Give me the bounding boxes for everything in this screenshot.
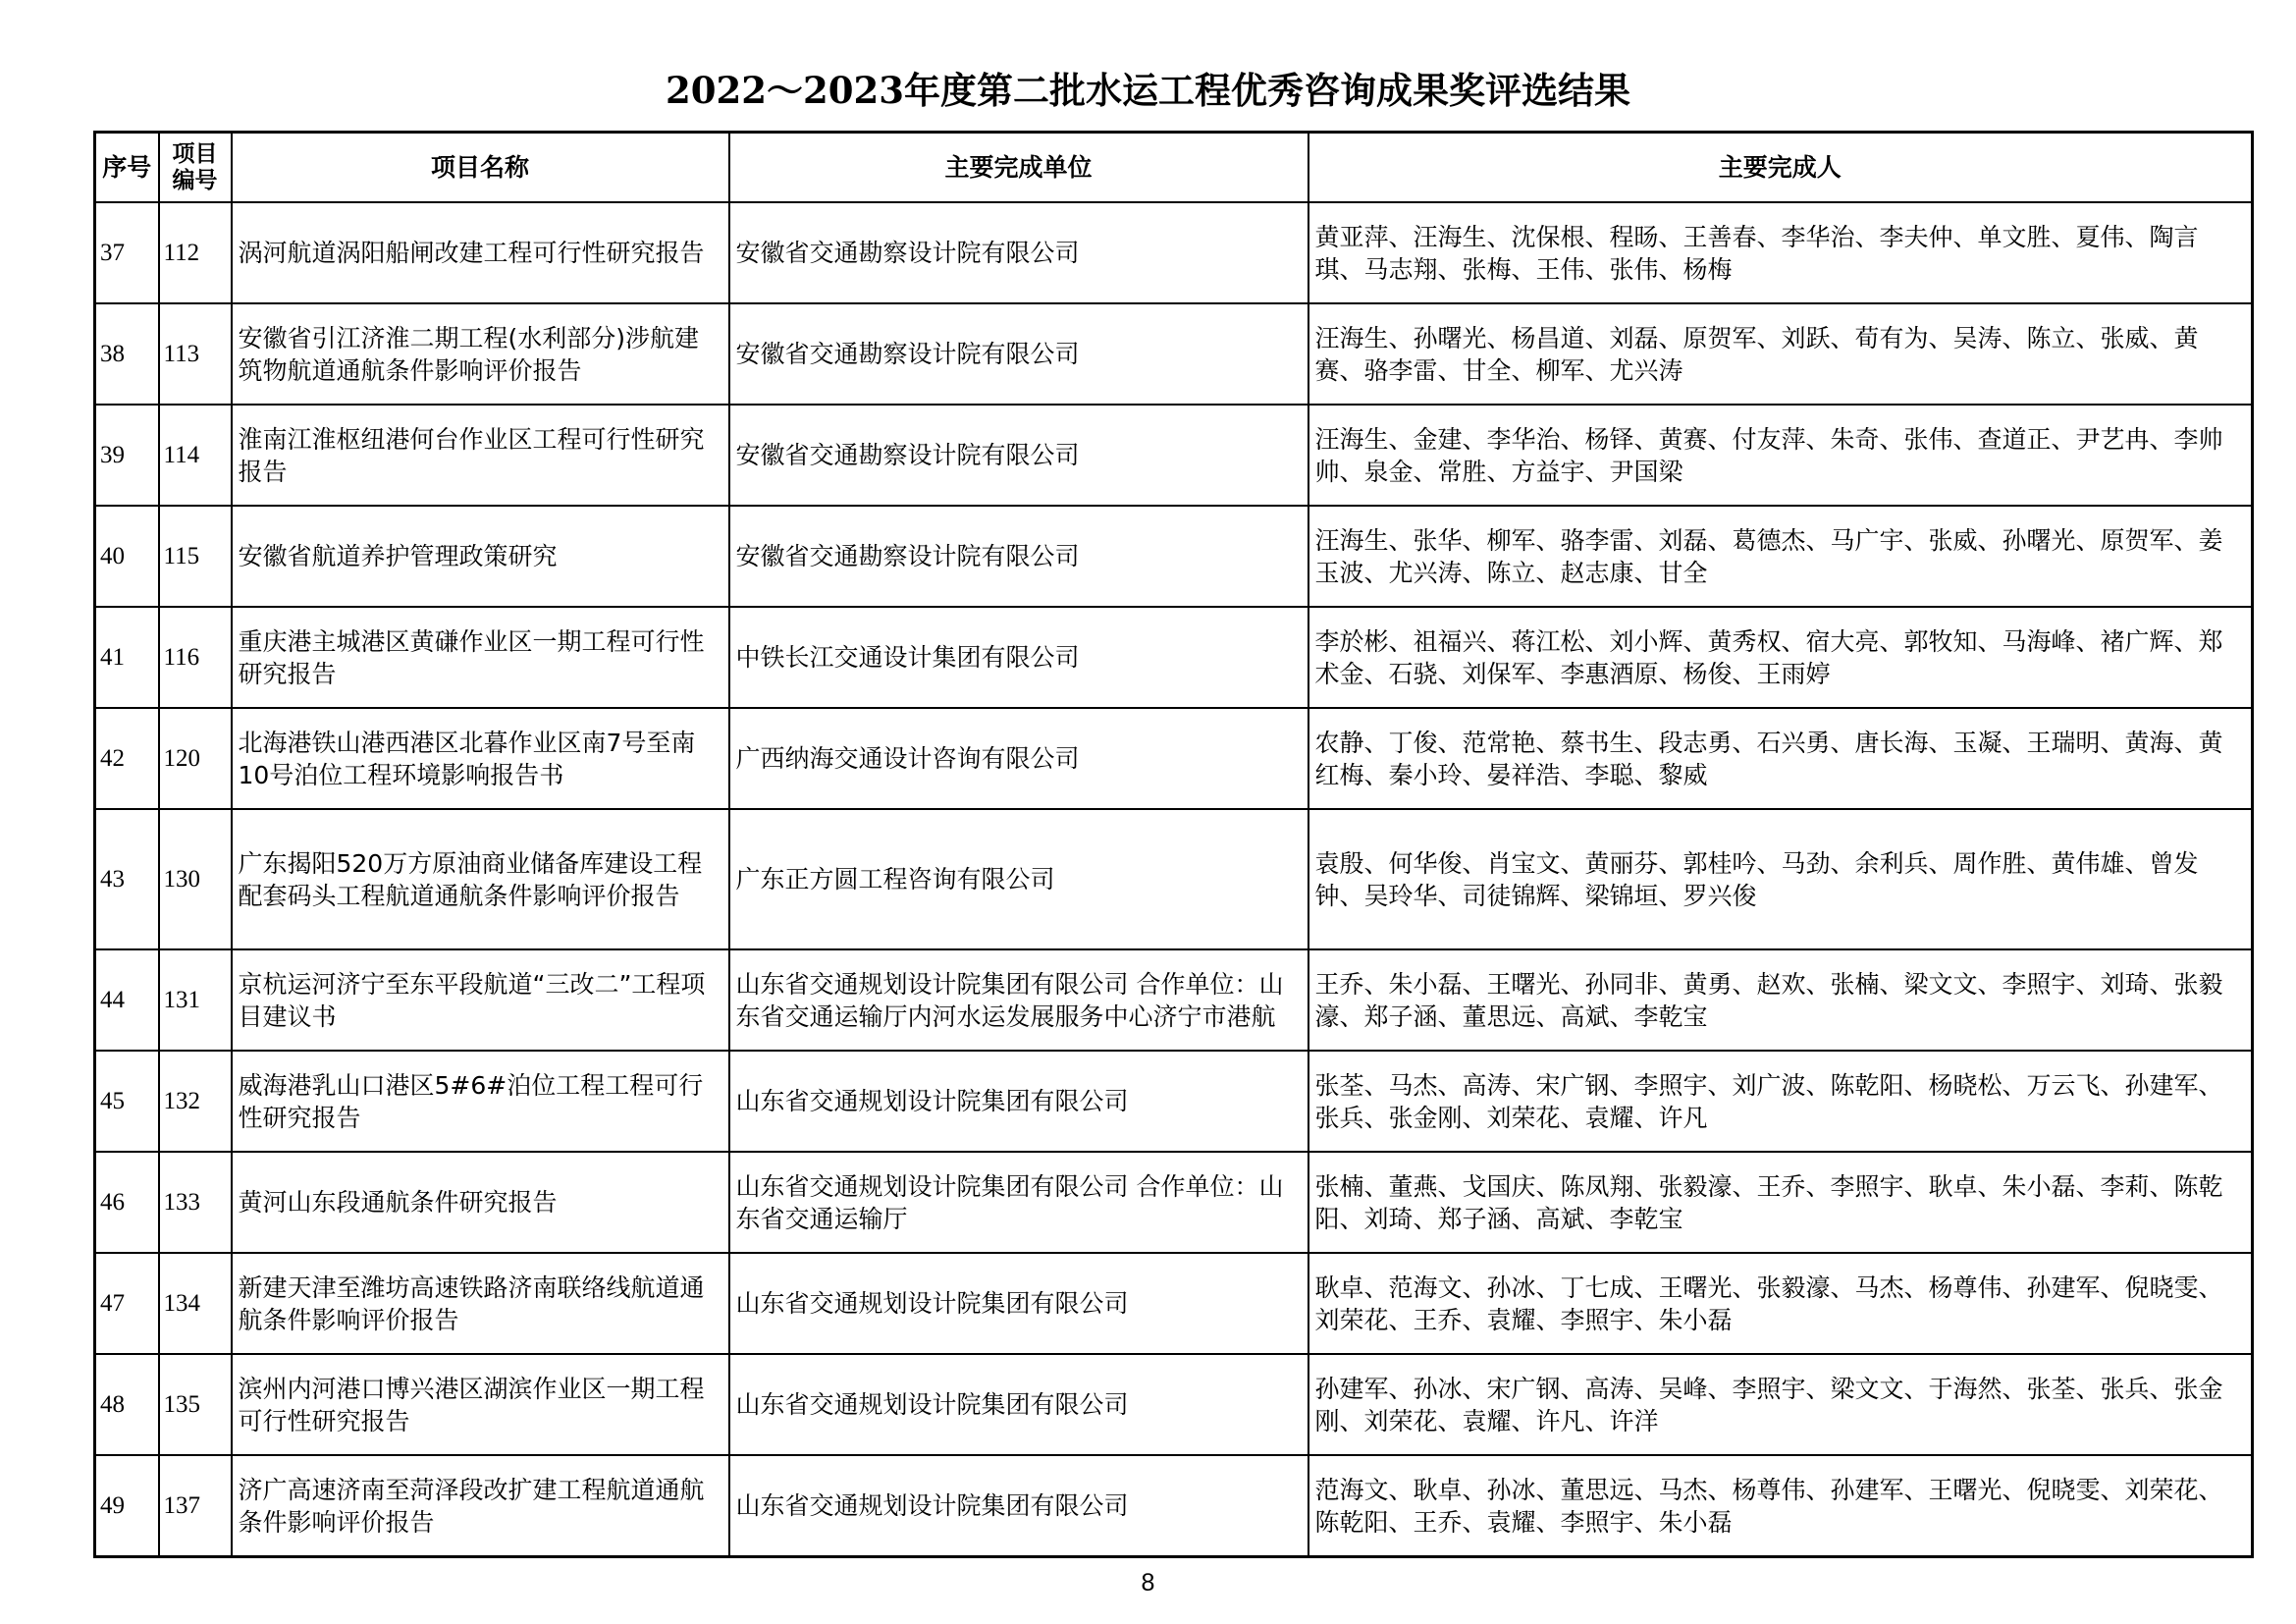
table-row <box>95 506 2253 607</box>
table-row <box>95 405 2253 506</box>
cell-unit: 安徽省交通勘察设计院有限公司 <box>729 202 1308 303</box>
header-seq: 序号 <box>95 133 159 203</box>
table-row <box>95 1354 2253 1455</box>
cell-people: 汪海生、金建、李华治、杨铎、黄赛、付友萍、朱奇、张伟、查道正、尹艺冉、李帅帅、泉金、常胜、方益宇、尹国梁 <box>1308 405 2253 506</box>
cell-project-name: 威海港乳山口港区5#6#泊位工程工程可行性研究报告 <box>232 1051 729 1152</box>
table-row <box>95 708 2253 809</box>
cell-people: 张楠、董燕、戈国庆、陈凤翔、张毅濠、王乔、李照宇、耿卓、朱小磊、李莉、陈乾阳、刘琦、郑子涵、高斌、李乾宝 <box>1308 1152 2253 1253</box>
cell-project-no: 134 <box>159 1253 232 1354</box>
cell-people: 黄亚萍、汪海生、沈保根、程旸、王善春、李华治、李夫仲、单文胜、夏伟、陶言琪、马志翔、张梅、王伟、张伟、杨梅 <box>1308 202 2253 303</box>
cell-unit: 安徽省交通勘察设计院有限公司 <box>729 506 1308 607</box>
cell-seq: 37 <box>95 202 159 303</box>
cell-seq: 43 <box>95 809 159 949</box>
cell-project-no: 114 <box>159 405 232 506</box>
cell-unit: 山东省交通规划设计院集团有限公司 <box>729 1455 1308 1557</box>
cell-seq: 45 <box>95 1051 159 1152</box>
cell-seq: 46 <box>95 1152 159 1253</box>
cell-people: 孙建军、孙冰、宋广钢、高涛、吴峰、李照宇、梁文文、于海然、张荃、张兵、张金刚、刘荣花、袁耀、许凡、许洋 <box>1308 1354 2253 1455</box>
table-row <box>95 1152 2253 1253</box>
cell-project-name: 北海港铁山港西港区北暮作业区南7号至南10号泊位工程环境影响报告书 <box>232 708 729 809</box>
cell-people: 范海文、耿卓、孙冰、董思远、马杰、杨尊伟、孙建军、王曙光、倪晓雯、刘荣花、陈乾阳、王乔、袁耀、李照宇、朱小磊 <box>1308 1455 2253 1557</box>
header-people: 主要完成人 <box>1308 133 2253 203</box>
cell-project-name: 安徽省航道养护管理政策研究 <box>232 506 729 607</box>
cell-seq: 38 <box>95 303 159 405</box>
cell-unit: 安徽省交通勘察设计院有限公司 <box>729 303 1308 405</box>
cell-project-no: 137 <box>159 1455 232 1557</box>
cell-people: 李於彬、祖福兴、蒋江松、刘小辉、黄秀权、宿大亮、郭牧知、马海峰、褚广辉、郑术金、石骁、刘保军、李惠酒原、杨俊、王雨婷 <box>1308 607 2253 708</box>
header-unit: 主要完成单位 <box>729 133 1308 203</box>
cell-seq: 44 <box>95 949 159 1051</box>
table-row <box>95 949 2253 1051</box>
cell-project-name: 广东揭阳520万方原油商业储备库建设工程配套码头工程航道通航条件影响评价报告 <box>232 809 729 949</box>
header-project-no: 项目编号 <box>159 133 232 203</box>
cell-unit: 山东省交通规划设计院集团有限公司 合作单位：山东省交通运输厅内河水运发展服务中心济宁市港航 <box>729 949 1308 1051</box>
cell-people: 汪海生、张华、柳军、骆李雷、刘磊、葛德杰、马广宇、张威、孙曙光、原贺军、姜玉波、尤兴涛、陈立、赵志康、甘全 <box>1308 506 2253 607</box>
cell-people: 农静、丁俊、范常艳、蔡书生、段志勇、石兴勇、唐长海、玉凝、王瑞明、黄海、黄红梅、秦小玲、晏祥浩、李聪、黎威 <box>1308 708 2253 809</box>
cell-unit: 山东省交通规划设计院集团有限公司 <box>729 1253 1308 1354</box>
cell-project-name: 涡河航道涡阳船闸改建工程可行性研究报告 <box>232 202 729 303</box>
cell-project-name: 滨州内河港口博兴港区湖滨作业区一期工程可行性研究报告 <box>232 1354 729 1455</box>
cell-project-name: 淮南江淮枢纽港何台作业区工程可行性研究报告 <box>232 405 729 506</box>
cell-project-name: 黄河山东段通航条件研究报告 <box>232 1152 729 1253</box>
cell-project-no: 112 <box>159 202 232 303</box>
cell-unit: 山东省交通规划设计院集团有限公司 合作单位：山东省交通运输厅 <box>729 1152 1308 1253</box>
page-number: 8 <box>1141 1569 1155 1597</box>
cell-project-no: 130 <box>159 809 232 949</box>
cell-unit: 中铁长江交通设计集团有限公司 <box>729 607 1308 708</box>
cell-people: 耿卓、范海文、孙冰、丁七成、王曙光、张毅濠、马杰、杨尊伟、孙建军、倪晓雯、刘荣花、王乔、袁耀、李照宇、朱小磊 <box>1308 1253 2253 1354</box>
cell-people: 袁殷、何华俊、肖宝文、黄丽芬、郭桂吟、马劲、余利兵、周作胜、黄伟雄、曾发钟、吴玲华、司徒锦辉、梁锦垣、罗兴俊 <box>1308 809 2253 949</box>
cell-seq: 47 <box>95 1253 159 1354</box>
table-row <box>95 1253 2253 1354</box>
cell-people: 汪海生、孙曙光、杨昌道、刘磊、原贺军、刘跃、荀有为、吴涛、陈立、张威、黄赛、骆李雷、甘全、柳军、尤兴涛 <box>1308 303 2253 405</box>
cell-unit: 山东省交通规划设计院集团有限公司 <box>729 1354 1308 1455</box>
cell-seq: 39 <box>95 405 159 506</box>
table-row <box>95 202 2253 303</box>
cell-project-no: 120 <box>159 708 232 809</box>
cell-project-no: 115 <box>159 506 232 607</box>
cell-project-name: 重庆港主城港区黄磏作业区一期工程可行性研究报告 <box>232 607 729 708</box>
cell-unit: 广东正方圆工程咨询有限公司 <box>729 809 1308 949</box>
table-row <box>95 303 2253 405</box>
cell-project-name: 济广高速济南至菏泽段改扩建工程航道通航条件影响评价报告 <box>232 1455 729 1557</box>
cell-seq: 42 <box>95 708 159 809</box>
cell-project-no: 133 <box>159 1152 232 1253</box>
cell-people: 王乔、朱小磊、王曙光、孙同非、黄勇、赵欢、张楠、梁文文、李照宇、刘琦、张毅濠、郑子涵、董思远、高斌、李乾宝 <box>1308 949 2253 1051</box>
cell-project-name: 新建天津至潍坊高速铁路济南联络线航道通航条件影响评价报告 <box>232 1253 729 1354</box>
cell-project-no: 113 <box>159 303 232 405</box>
page-title: 2022～2023年度第二批水运工程优秀咨询成果奖评选结果 <box>666 69 1630 112</box>
cell-project-name: 京杭运河济宁至东平段航道“三改二”工程项目建议书 <box>232 949 729 1051</box>
cell-seq: 49 <box>95 1455 159 1557</box>
cell-unit: 山东省交通规划设计院集团有限公司 <box>729 1051 1308 1152</box>
cell-project-no: 135 <box>159 1354 232 1455</box>
header-name: 项目名称 <box>232 133 729 203</box>
table-row <box>95 809 2253 949</box>
table-row <box>95 1455 2253 1557</box>
table-row <box>95 607 2253 708</box>
table-row <box>95 1051 2253 1152</box>
cell-project-name: 安徽省引江济淮二期工程(水利部分)涉航建筑物航道通航条件影响评价报告 <box>232 303 729 405</box>
cell-unit: 安徽省交通勘察设计院有限公司 <box>729 405 1308 506</box>
cell-project-no: 131 <box>159 949 232 1051</box>
cell-seq: 40 <box>95 506 159 607</box>
cell-people: 张荃、马杰、高涛、宋广钢、李照宇、刘广波、陈乾阳、杨晓松、万云飞、孙建军、张兵、张金刚、刘荣花、袁耀、许凡 <box>1308 1051 2253 1152</box>
cell-project-no: 132 <box>159 1051 232 1152</box>
results-table <box>93 131 2254 1558</box>
cell-seq: 41 <box>95 607 159 708</box>
cell-project-no: 116 <box>159 607 232 708</box>
cell-unit: 广西纳海交通设计咨询有限公司 <box>729 708 1308 809</box>
table-header-row <box>95 133 2253 203</box>
cell-seq: 48 <box>95 1354 159 1455</box>
